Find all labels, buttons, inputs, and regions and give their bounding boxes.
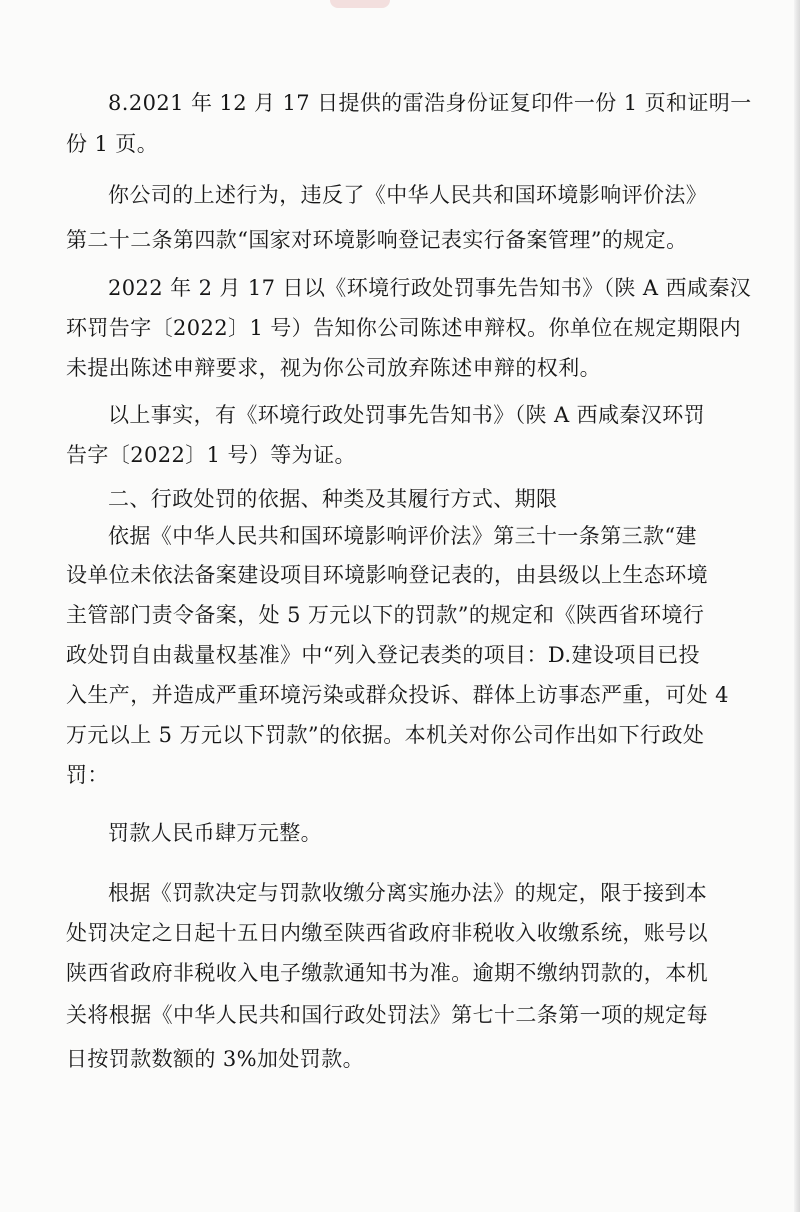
paragraph-5-line-7: 罚： <box>66 763 109 787</box>
paragraph-3-line-2: 环罚告字〔2022〕1 号）告知你公司陈述申辩权。你单位在规定期限内 <box>66 316 742 340</box>
paragraph-5-line-4: 政处罚自由裁量权基准》中“列入登记表类的项目：D.建设项目已投 <box>66 643 700 667</box>
paragraph-2-line-2: 第二十二条第四款“国家对环境影响登记表实行备案管理”的规定。 <box>66 228 688 252</box>
paragraph-4-line-1: 以上事实，有《环境行政处罚事先告知书》（陕 A 西咸秦汉环罚 <box>108 403 706 427</box>
paragraph-4-line-2: 告字〔2022〕1 号）等为证。 <box>66 443 356 467</box>
paragraph-3-line-3: 未提出陈述申辩要求，视为你公司放弃陈述申辩的权利。 <box>66 356 601 380</box>
paragraph-1-line-1: 8.2021 年 12 月 17 日提供的雷浩身份证复印件一份 1 页和证明一 <box>108 91 752 115</box>
paragraph-7-line-2: 处罚决定之日起十五日内缴至陕西省政府非税收入收缴系统，账号以 <box>66 921 708 945</box>
stamp-mark <box>330 0 390 8</box>
paragraph-6-line-1: 罚款人民币肆万元整。 <box>108 821 322 845</box>
paragraph-5-line-5: 入生产，并造成严重环境污染或群众投诉、群体上访事态严重，可处 4 <box>66 683 729 707</box>
paragraph-2-line-1: 你公司的上述行为，违反了《中华人民共和国环境影响评价法》 <box>108 183 708 207</box>
paragraph-1-line-2: 份 1 页。 <box>66 132 159 156</box>
paragraph-7-line-3: 陕西省政府非税收入电子缴款通知书为准。逾期不缴纳罚款的，本机 <box>66 961 708 985</box>
paragraph-5-line-1: 依据《中华人民共和国环境影响评价法》第三十一条第三款“建 <box>108 524 697 548</box>
page-edge <box>794 0 800 1212</box>
paragraph-5-line-3: 主管部门责令备案，处 5 万元以下的罚款”的规定和《陕西省环境行 <box>66 603 705 627</box>
paragraph-7-line-5: 日按罚款数额的 3%加处罚款。 <box>66 1047 364 1071</box>
paragraph-7-line-4: 关将根据《中华人民共和国行政处罚法》第七十二条第一项的规定每 <box>66 1003 708 1027</box>
paragraph-5-line-2: 设单位未依法备案建设项目环境影响登记表的，由县级以上生态环境 <box>66 563 708 587</box>
paragraph-7-line-1: 根据《罚款决定与罚款收缴分离实施办法》的规定，限于接到本 <box>108 881 708 905</box>
paragraph-5-line-6: 万元以上 5 万元以下罚款”的依据。本机关对你公司作出如下行政处 <box>66 723 705 747</box>
section-heading: 二、行政处罚的依据、种类及其履行方式、期限 <box>108 487 558 511</box>
paragraph-3-line-1: 2022 年 2 月 17 日以《环境行政处罚事先告知书》（陕 A 西咸秦汉 <box>108 276 752 300</box>
